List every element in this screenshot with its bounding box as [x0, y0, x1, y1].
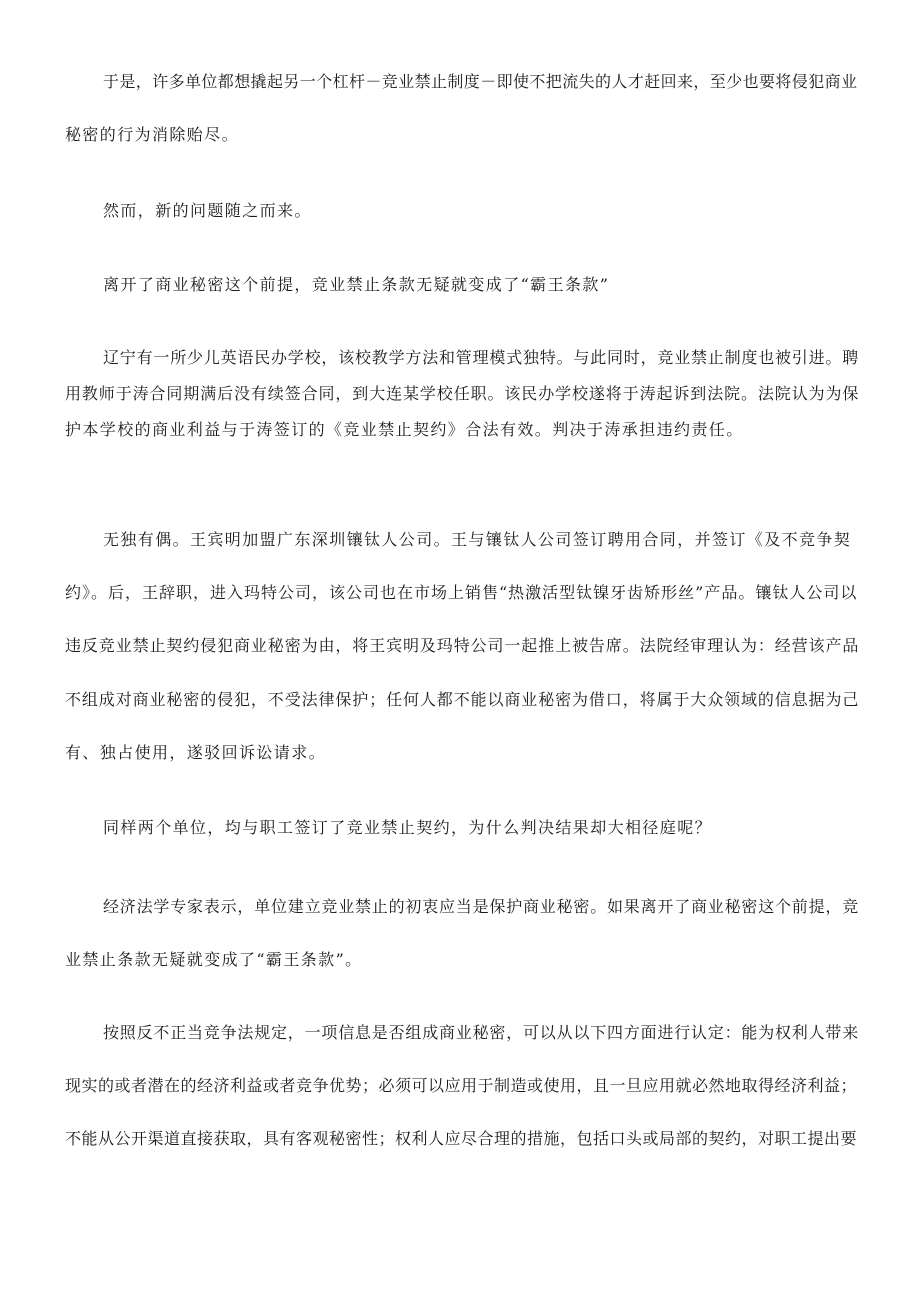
paragraph-line: 约》。后，王辞职，进入玛特公司，该公司也在市场上销售“热激活型钛镍牙齿矫形丝”产品。镶钛人公司以	[65, 583, 858, 602]
subheading-line: 离开了商业秘密这个前提，竞业禁止条款无疑就变成了“霸王条款”	[103, 275, 610, 294]
paragraph-line: 辽宁有一所少儿英语民办学校，该校教学方法和管理模式独特。与此同时，竞业禁止制度也被引进。聘	[103, 348, 860, 367]
paragraph-line: 有、独占使用，遂驳回诉讼请求。	[65, 743, 327, 762]
paragraph-line: 用教师于涛合同期满后没有续签合同，到大连某学校任职。该民办学校遂将于涛起诉到法院。法院认为为保	[65, 384, 860, 403]
paragraph-line: 经济法学专家表示，单位建立竞业禁止的初衷应当是保护商业秘密。如果离开了商业秘密这个前提，竞	[103, 897, 860, 916]
paragraph-line: 业禁止条款无疑就变成了“霸王条款”。	[65, 950, 363, 969]
paragraph-line: 不组成对商业秘密的侵犯，不受法律保护；任何人都不能以商业秘密为借口，将属于大众领域的信息据为己	[65, 690, 860, 709]
paragraph-line: 同样两个单位，均与职工签订了竞业禁止契约，为什么判决结果却大相径庭呢？	[103, 818, 713, 837]
paragraph-line: 秘密的行为消除贻尽。	[65, 125, 240, 144]
paragraph-line: 按照反不正当竞争法规定，一项信息是否组成商业秘密，可以从以下四方面进行认定：能为权利人带来	[103, 1023, 860, 1042]
paragraph-line: 然而，新的问题随之而来。	[103, 201, 312, 220]
paragraph-line: 护本学校的商业利益与于涛签订的《竞业禁止契约》合法有效。判决于涛承担违约责任。	[65, 420, 744, 439]
paragraph-line: 不能从公开渠道直接获取，具有客观秘密性；权利人应尽合理的措施，包括口头或局部的契约，对职工提出要	[65, 1129, 858, 1148]
paragraph-line: 违反竞业禁止契约侵犯商业秘密为由，将王宾明及玛特公司一起推上被告席。法院经审理认为：经营该产品	[65, 636, 860, 655]
paragraph-line: 现实的或者潜在的经济利益或者竞争优势；必须可以应用于制造或使用，且一旦应用就必然地取得经济利益；	[65, 1076, 858, 1095]
paragraph-line: 于是，许多单位都想撬起另一个杠杆－竞业禁止制度－即使不把流失的人才赶回来，至少也要将侵犯商业	[103, 72, 858, 91]
paragraph-line: 无独有偶。王宾明加盟广东深圳镶钛人公司。王与镶钛人公司签订聘用合同，并签订《及不竞争契	[103, 530, 852, 549]
